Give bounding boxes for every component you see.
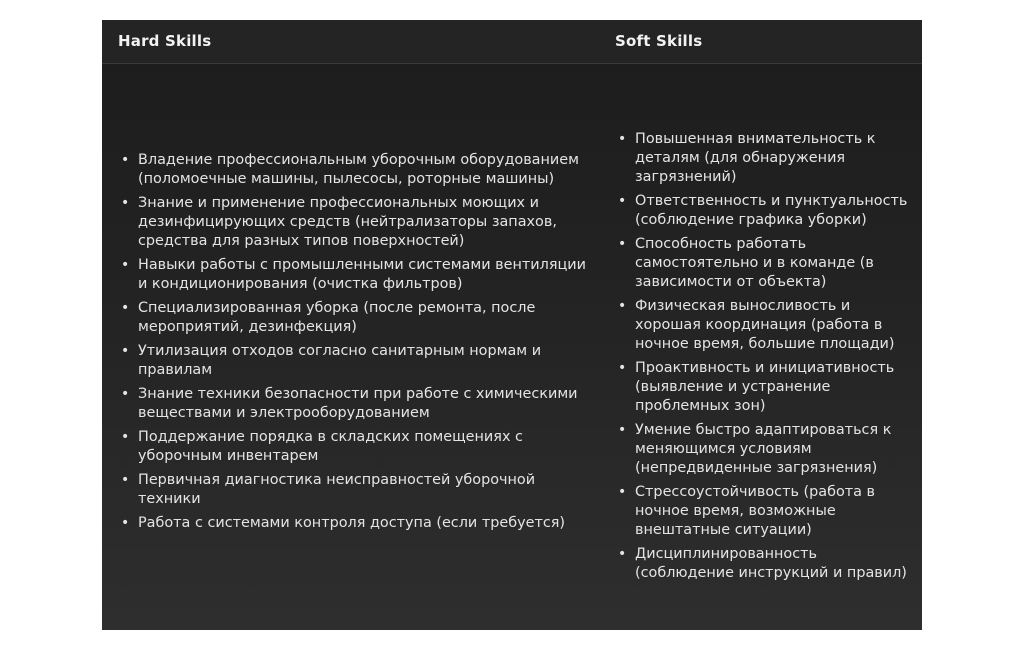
- hard-skill-text: Специализированная уборка (после ремонта, после мероприятий, дезинфекция): [138, 300, 536, 335]
- soft-skills-list: [615, 130, 909, 583]
- soft-skill-item: [615, 421, 909, 478]
- soft-skill-text: Умение быстро адаптироваться к меняющимся условиям (непредвиденные загрязнения): [635, 421, 892, 476]
- bullet-icon: •: [618, 483, 627, 500]
- hard-skill-item: [118, 514, 590, 533]
- soft-skill-text: Ответственность и пунктуальность (соблюдение графика уборки): [635, 192, 908, 228]
- hard-skill-text: Первичная диагностика неисправностей уборочной техники: [138, 472, 536, 507]
- hard-skill-item: [118, 428, 590, 466]
- soft-skill-item: [615, 192, 909, 230]
- bullet-icon: •: [618, 359, 627, 376]
- hard-skill-item: [118, 194, 590, 251]
- bullet-icon: •: [121, 195, 130, 211]
- hard-skill-text: Утилизация отходов согласно санитарным нормам и правилам: [138, 343, 542, 378]
- hard-skill-item: [118, 342, 590, 380]
- soft-skill-item: [615, 545, 909, 583]
- skills-table: [102, 20, 922, 630]
- bullet-icon: •: [618, 421, 627, 438]
- bullet-icon: •: [618, 545, 627, 562]
- hard-skill-item: [118, 256, 590, 294]
- bullet-icon: •: [121, 152, 130, 168]
- soft-skill-item: [615, 483, 909, 540]
- hard-skills-header: Hard Skills: [118, 32, 212, 50]
- bullet-icon: •: [618, 297, 627, 314]
- soft-skill-text: Дисциплинированность (соблюдение инструкций и правил): [635, 545, 907, 581]
- hard-skill-item: [118, 385, 590, 423]
- hard-skill-text: Владение профессиональным уборочным оборудованием (поломоечные машины, пылесосы, роторные машины): [138, 152, 579, 187]
- bullet-icon: •: [618, 235, 627, 252]
- bullet-icon: •: [618, 192, 627, 209]
- bullet-icon: •: [121, 343, 130, 359]
- soft-skill-text: Способность работать самостоятельно и в команде (в зависимости от объекта): [635, 235, 874, 290]
- bullet-icon: •: [121, 386, 130, 402]
- bullet-icon: •: [121, 300, 130, 316]
- bullet-icon: •: [618, 130, 627, 147]
- soft-skill-text: Повышенная внимательность к деталям (для обнаружения загрязнений): [635, 130, 876, 185]
- soft-skill-text: Проактивность и инициативность (выявление и устранение проблемных зон): [635, 359, 895, 414]
- hard-skill-text: Навыки работы с промышленными системами вентиляции и кондиционирования (очистка фильтров): [138, 257, 586, 292]
- bullet-icon: •: [121, 515, 130, 531]
- soft-skill-text: Физическая выносливость и хорошая координация (работа в ночное время, большие площади): [635, 297, 895, 352]
- bullet-icon: •: [121, 429, 130, 445]
- hard-skill-text: Поддержание порядка в складских помещениях с уборочным инвентарем: [138, 429, 523, 464]
- hard-skill-text: Знание техники безопасности при работе с химическими веществами и электрооборудованием: [138, 386, 578, 421]
- hard-skills-list: [118, 151, 590, 533]
- soft-skill-text: Стрессоустойчивость (работа в ночное время, возможные внештатные ситуации): [635, 483, 876, 538]
- table-body-row: [102, 64, 922, 630]
- soft-skill-item: [615, 235, 909, 292]
- hard-skill-item: [118, 299, 590, 337]
- hard-skill-item: [118, 151, 590, 189]
- soft-skill-item: [615, 297, 909, 354]
- bullet-icon: •: [121, 257, 130, 273]
- hard-skills-cell: [118, 64, 590, 630]
- soft-skills-cell: [615, 64, 909, 630]
- soft-skill-item: [615, 130, 909, 187]
- table-header-row: [102, 20, 922, 64]
- soft-skill-item: [615, 359, 909, 416]
- soft-skills-header: Soft Skills: [615, 32, 703, 50]
- bullet-icon: •: [121, 472, 130, 488]
- hard-skill-text: Знание и применение профессиональных моющих и дезинфицирующих средств (нейтрализаторы запахов, средства для разных типов поверхностей): [138, 195, 557, 249]
- hard-skill-item: [118, 471, 590, 509]
- hard-skill-text: Работа с системами контроля доступа (если требуется): [138, 515, 566, 531]
